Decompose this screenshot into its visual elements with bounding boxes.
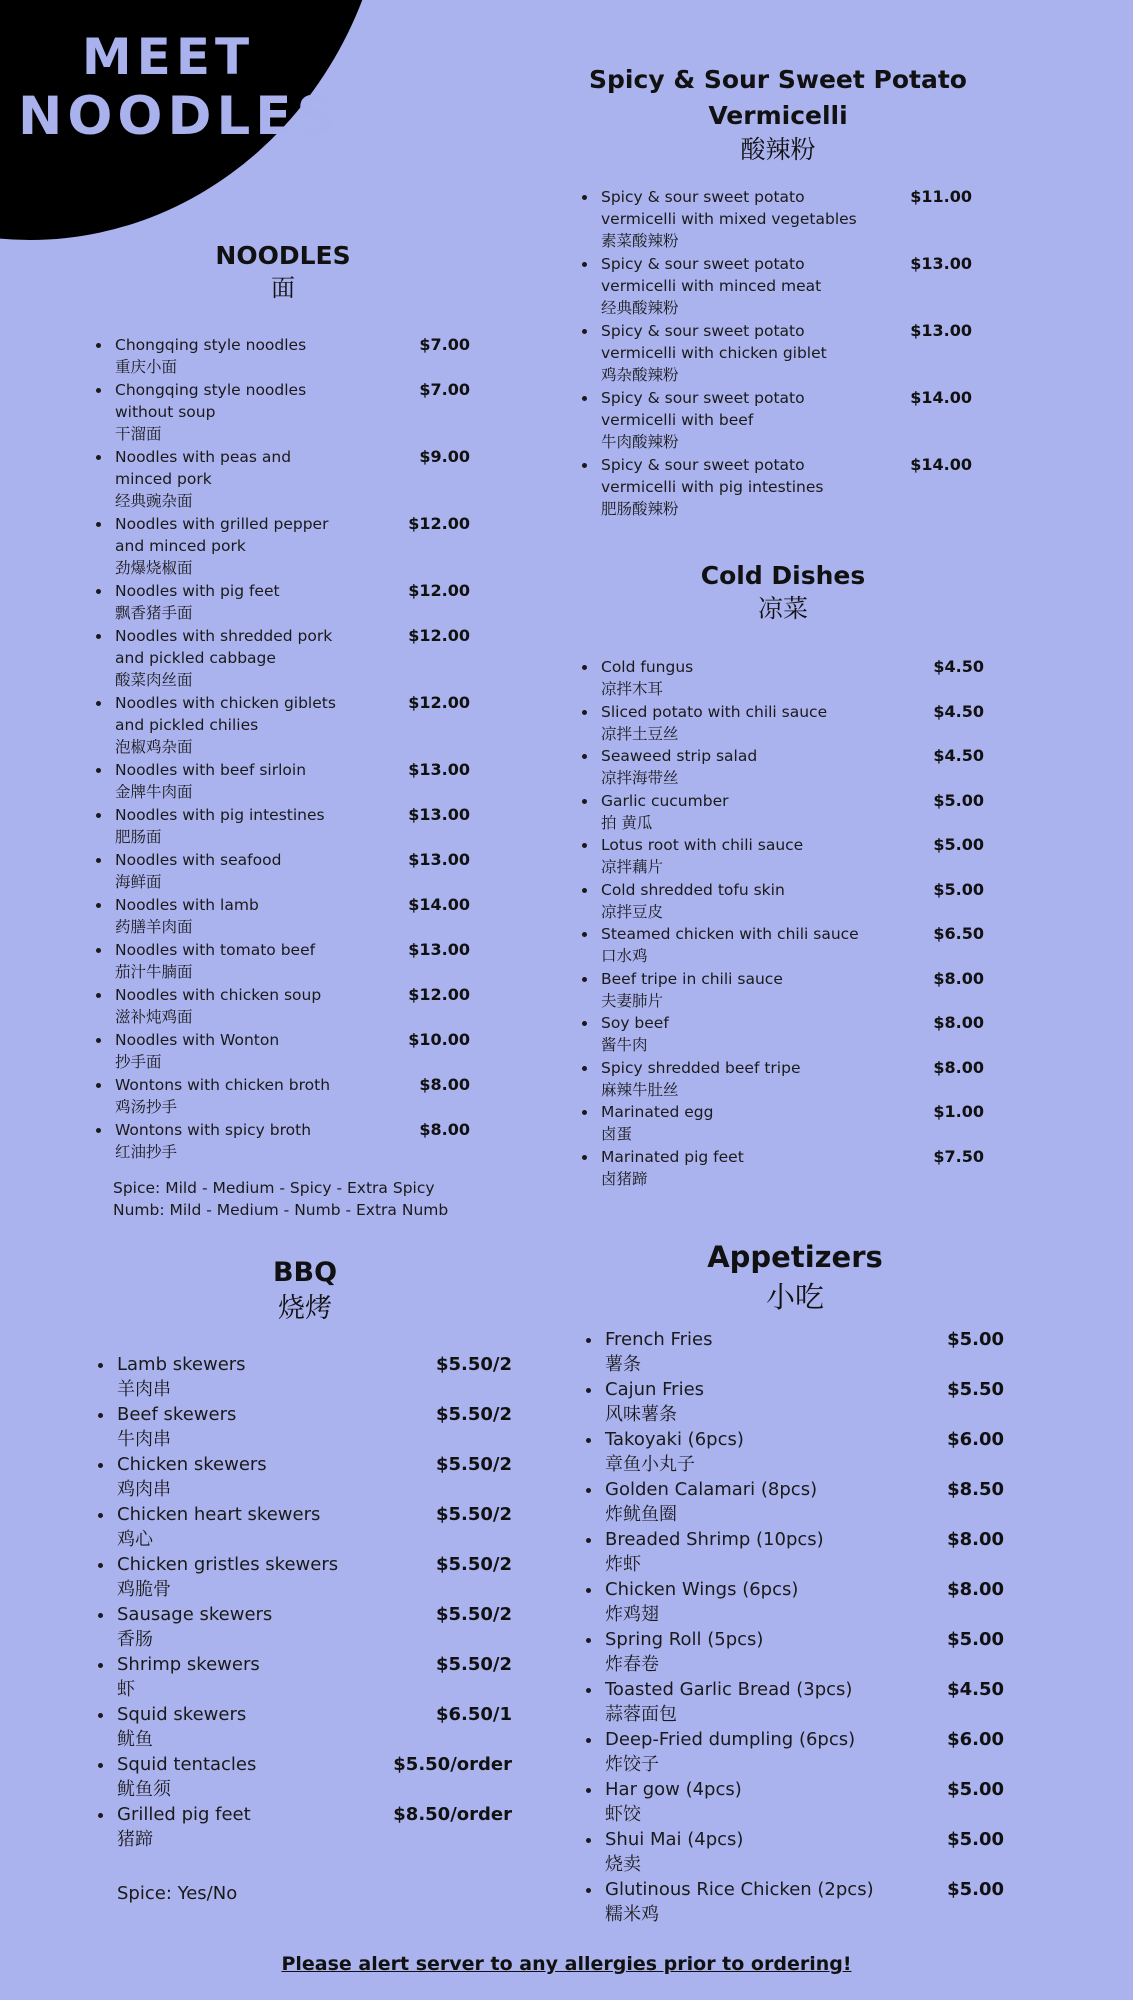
item-price: $14.00 bbox=[408, 895, 470, 915]
menu-item bbox=[586, 1777, 1004, 1827]
item-name: Takoyaki (6pcs) bbox=[605, 1429, 744, 1450]
item-name: Beef tripe in chili sauce bbox=[601, 969, 783, 988]
brand-title-line2: NOODLES bbox=[18, 86, 340, 147]
item-name: Spicy & sour sweet potato vermicelli with minced meat bbox=[601, 255, 822, 295]
item-price: $13.00 bbox=[408, 760, 470, 780]
item-price: $4.50 bbox=[933, 657, 984, 676]
item-price: $13.00 bbox=[408, 805, 470, 825]
item-price: $8.00 bbox=[419, 1120, 470, 1140]
menu-item bbox=[586, 1727, 1004, 1777]
menu-item bbox=[586, 1827, 1004, 1877]
item-price: $8.00 bbox=[947, 1579, 1004, 1600]
section-title: BBQ bbox=[272, 1257, 338, 1288]
item-name: Soy beef bbox=[601, 1014, 669, 1032]
menu-item bbox=[586, 1427, 1004, 1477]
item-chinese-name: 羊肉串 bbox=[117, 1379, 171, 1400]
item-chinese-name: 鱿鱼须 bbox=[117, 1779, 171, 1800]
section-title: NOODLES bbox=[215, 241, 351, 270]
item-chinese-name: 鸡肉串 bbox=[117, 1479, 171, 1500]
item-name: Noodles with lamb bbox=[115, 896, 259, 915]
item-price: $5.00 bbox=[947, 1329, 1004, 1350]
item-name: Cajun Fries bbox=[605, 1379, 705, 1400]
menu-item bbox=[96, 513, 470, 579]
item-price: $7.50 bbox=[933, 1146, 984, 1166]
item-name: Noodles with seafood bbox=[115, 851, 282, 870]
menu-item bbox=[586, 1377, 1004, 1427]
item-name: Breaded Shrimp (10pcs) bbox=[605, 1529, 824, 1550]
item-price: $6.00 bbox=[947, 1729, 1004, 1750]
item-name: Lotus root with chili sauce bbox=[601, 836, 804, 854]
item-chinese-name: 口水鸡 bbox=[601, 947, 648, 965]
item-name: Chongqing style noodles without soup bbox=[115, 381, 307, 422]
section-title: Cold Dishes bbox=[700, 561, 866, 590]
item-name: Spicy & sour sweet potato vermicelli with mixed vegetables bbox=[601, 188, 857, 228]
item-price: $4.50 bbox=[933, 701, 984, 721]
menu-item bbox=[586, 1627, 1004, 1677]
menu-item bbox=[582, 968, 984, 1012]
item-price: $5.00 bbox=[947, 1879, 1004, 1900]
menu-item bbox=[582, 745, 984, 789]
menu-list bbox=[96, 334, 470, 1163]
item-name: Cold fungus bbox=[601, 658, 694, 676]
menu-item bbox=[98, 1502, 512, 1552]
item-price: $12.00 bbox=[408, 581, 470, 601]
menu-item bbox=[96, 692, 470, 758]
section-title: Spicy & Sour Sweet Potato Vermicelli bbox=[589, 65, 967, 130]
menu-item bbox=[98, 1702, 512, 1752]
item-name: Noodles with beef sirloin bbox=[115, 761, 307, 780]
menu-item bbox=[582, 923, 984, 967]
item-name: Beef skewers bbox=[117, 1404, 237, 1425]
item-price: $14.00 bbox=[910, 455, 972, 474]
menu-item bbox=[96, 759, 470, 803]
item-name: Squid skewers bbox=[117, 1704, 247, 1725]
item-price: $10.00 bbox=[408, 1030, 470, 1050]
item-price: $5.00 bbox=[947, 1629, 1004, 1650]
item-name: Squid tentacles bbox=[117, 1754, 257, 1775]
item-price: $5.00 bbox=[947, 1779, 1004, 1800]
item-price: $8.00 bbox=[933, 1013, 984, 1032]
menu-item bbox=[582, 186, 974, 252]
menu-item bbox=[582, 454, 974, 520]
item-price: $5.00 bbox=[947, 1829, 1004, 1850]
item-name: Golden Calamari (8pcs) bbox=[605, 1479, 818, 1500]
item-chinese-name: 章鱼小丸子 bbox=[605, 1454, 695, 1475]
menu-item bbox=[96, 894, 470, 938]
menu-item bbox=[582, 320, 974, 386]
item-price: $8.00 bbox=[947, 1529, 1004, 1550]
item-chinese-name: 香肠 bbox=[117, 1629, 153, 1650]
item-chinese-name: 麻辣牛肚丝 bbox=[601, 1080, 679, 1099]
menu-item bbox=[582, 790, 984, 834]
menu-item bbox=[96, 1074, 470, 1118]
item-chinese-name: 炸春卷 bbox=[605, 1654, 659, 1675]
item-name: Seaweed strip salad bbox=[601, 747, 758, 765]
item-name: Grilled pig feet bbox=[117, 1804, 251, 1825]
item-price: $7.00 bbox=[419, 380, 470, 400]
item-price: $5.50 bbox=[947, 1379, 1004, 1400]
item-name: Noodles with shredded pork and pickled cabbage bbox=[115, 627, 333, 668]
item-price: $7.00 bbox=[419, 335, 470, 355]
item-name: Noodles with peas and minced pork bbox=[115, 448, 292, 489]
item-name: Noodles with chicken giblets and pickled chilies bbox=[115, 694, 336, 735]
item-price: $13.00 bbox=[408, 940, 470, 960]
menu-item bbox=[98, 1802, 512, 1852]
menu-item bbox=[582, 879, 984, 923]
item-price: $5.50/2 bbox=[435, 1554, 512, 1575]
menu-item bbox=[586, 1577, 1004, 1627]
item-chinese-name: 鱿鱼 bbox=[117, 1729, 153, 1750]
item-chinese-name: 药膳羊肉面 bbox=[115, 918, 193, 937]
menu-item bbox=[96, 334, 470, 378]
item-name: Chicken heart skewers bbox=[117, 1504, 321, 1525]
item-chinese-name: 滋补炖鸡面 bbox=[115, 1008, 193, 1027]
item-chinese-name: 肥肠面 bbox=[115, 828, 162, 847]
item-price: $8.50 bbox=[947, 1479, 1004, 1500]
item-price: $12.00 bbox=[408, 514, 470, 534]
section-subtitle: 面 bbox=[271, 274, 295, 303]
item-name: Noodles with Wonton bbox=[115, 1031, 280, 1050]
vermicelli-section bbox=[582, 62, 974, 521]
item-name: Sausage skewers bbox=[117, 1604, 273, 1625]
menu-list bbox=[582, 186, 974, 520]
item-price: $13.00 bbox=[910, 254, 972, 273]
item-chinese-name: 凉拌豆皮 bbox=[601, 902, 664, 921]
item-name: Shui Mai (4pcs) bbox=[605, 1829, 744, 1850]
menu-item bbox=[586, 1877, 1004, 1927]
item-chinese-name: 鸡杂酸辣粉 bbox=[601, 366, 679, 384]
item-price: $8.00 bbox=[933, 1057, 984, 1077]
item-price: $13.00 bbox=[408, 850, 470, 870]
menu-item bbox=[582, 387, 974, 453]
item-chinese-name: 酸菜肉丝面 bbox=[115, 671, 193, 690]
menu-item bbox=[96, 580, 470, 624]
item-chinese-name: 劲爆烧椒面 bbox=[115, 559, 193, 578]
item-price: $6.50 bbox=[933, 924, 984, 943]
item-chinese-name: 凉拌木耳 bbox=[601, 680, 664, 698]
menu-item bbox=[96, 446, 470, 512]
menu-item bbox=[582, 1057, 984, 1101]
item-price: $4.50 bbox=[933, 746, 984, 765]
item-chinese-name: 鸡心 bbox=[117, 1529, 153, 1550]
item-price: $5.00 bbox=[933, 835, 984, 854]
item-name: Lamb skewers bbox=[117, 1354, 246, 1375]
item-name: Spicy & sour sweet potato vermicelli with pig intestines bbox=[601, 456, 824, 496]
item-price: $5.00 bbox=[933, 790, 984, 810]
item-name: Deep-Fried dumpling (6pcs) bbox=[605, 1729, 856, 1750]
item-price: $8.00 bbox=[933, 968, 984, 988]
item-chinese-name: 烧卖 bbox=[605, 1854, 641, 1875]
menu-item bbox=[98, 1352, 512, 1402]
item-name: Chongqing style noodles bbox=[115, 336, 307, 355]
item-name: Wontons with spicy broth bbox=[115, 1121, 312, 1140]
item-price: $11.00 bbox=[910, 187, 972, 206]
numb-note: Numb: Mild - Medium - Numb - Extra Numb bbox=[113, 1201, 449, 1220]
menu-item bbox=[582, 1101, 984, 1145]
item-price: $14.00 bbox=[910, 388, 972, 407]
menu-item bbox=[96, 1119, 470, 1163]
item-name: Glutinous Rice Chicken (2pcs) bbox=[605, 1879, 874, 1900]
item-chinese-name: 炸虾 bbox=[605, 1554, 641, 1575]
item-name: Garlic cucumber bbox=[601, 791, 729, 810]
menu-item bbox=[96, 939, 470, 983]
item-chinese-name: 鸡汤抄手 bbox=[115, 1098, 178, 1117]
item-price: $12.00 bbox=[408, 626, 470, 646]
item-name: Toasted Garlic Bread (3pcs) bbox=[605, 1679, 853, 1700]
brand-title-line1: MEET bbox=[81, 28, 255, 86]
cold-dishes-section bbox=[582, 559, 984, 1190]
menu-item bbox=[96, 625, 470, 691]
item-price: $5.00 bbox=[933, 879, 984, 899]
item-chinese-name: 肥肠酸辣粉 bbox=[601, 500, 679, 518]
item-name: Har gow (4pcs) bbox=[605, 1779, 742, 1800]
item-price: $9.00 bbox=[419, 447, 470, 467]
section-subtitle: 小吃 bbox=[765, 1280, 824, 1314]
item-name: Chicken gristles skewers bbox=[117, 1554, 339, 1575]
item-chinese-name: 拍 黄瓜 bbox=[601, 813, 653, 832]
spice-notes bbox=[96, 1177, 470, 1221]
item-chinese-name: 泡椒鸡杂面 bbox=[115, 738, 193, 757]
menu-item bbox=[96, 849, 470, 893]
item-price: $4.50 bbox=[947, 1679, 1004, 1700]
menu-item bbox=[586, 1327, 1004, 1377]
item-chinese-name: 风味薯条 bbox=[605, 1404, 677, 1425]
item-price: $1.00 bbox=[933, 1102, 984, 1121]
item-price: $12.00 bbox=[408, 985, 470, 1005]
item-name: Sliced potato with chili sauce bbox=[601, 702, 828, 721]
item-name: French Fries bbox=[605, 1329, 713, 1350]
item-chinese-name: 抄手面 bbox=[115, 1053, 162, 1072]
item-price: $5.50/2 bbox=[435, 1404, 512, 1425]
menu-item bbox=[98, 1552, 512, 1602]
item-chinese-name: 经典豌杂面 bbox=[115, 492, 193, 511]
item-name: Noodles with chicken soup bbox=[115, 986, 322, 1005]
item-chinese-name: 红油抄手 bbox=[115, 1143, 178, 1162]
item-name: Noodles with pig feet bbox=[115, 582, 280, 601]
item-price: $8.00 bbox=[419, 1075, 470, 1095]
item-name: Spicy & sour sweet potato vermicelli with beef bbox=[601, 389, 805, 429]
item-price: $6.00 bbox=[947, 1429, 1004, 1450]
item-name: Noodles with grilled pepper and minced pork bbox=[115, 515, 329, 556]
menu-item bbox=[582, 656, 984, 700]
menu-item bbox=[96, 1029, 470, 1073]
item-name: Steamed chicken with chili sauce bbox=[601, 925, 859, 943]
item-chinese-name: 凉拌土豆丝 bbox=[601, 724, 679, 743]
section-subtitle: 酸辣粉 bbox=[740, 135, 816, 164]
item-chinese-name: 猪蹄 bbox=[117, 1829, 153, 1850]
item-name: Spicy shredded beef tripe bbox=[601, 1058, 801, 1077]
bbq-section bbox=[98, 1255, 512, 1906]
item-name: Spicy & sour sweet potato vermicelli with chicken giblet bbox=[601, 322, 827, 362]
item-name: Spring Roll (5pcs) bbox=[605, 1629, 764, 1650]
item-chinese-name: 凉拌藕片 bbox=[601, 858, 664, 876]
menu-item bbox=[582, 834, 984, 878]
item-price: $5.50/2 bbox=[435, 1504, 512, 1525]
item-price: $5.50/2 bbox=[435, 1654, 512, 1675]
spice-note: Spice: Mild - Medium - Spicy - Extra Spicy bbox=[113, 1179, 435, 1198]
menu-item bbox=[98, 1602, 512, 1652]
menu-item bbox=[582, 701, 984, 745]
item-price: $5.50/2 bbox=[435, 1604, 512, 1625]
menu-list bbox=[586, 1327, 1004, 1927]
item-chinese-name: 炸鱿鱼圈 bbox=[605, 1504, 677, 1525]
item-chinese-name: 炸饺子 bbox=[605, 1754, 659, 1775]
item-chinese-name: 卤猪蹄 bbox=[601, 1169, 648, 1188]
item-chinese-name: 薯条 bbox=[605, 1354, 641, 1375]
menu-item bbox=[586, 1527, 1004, 1577]
item-chinese-name: 虾 bbox=[117, 1679, 135, 1700]
item-name: Chicken Wings (6pcs) bbox=[605, 1579, 799, 1600]
menu-item bbox=[98, 1752, 512, 1802]
menu-item bbox=[582, 253, 974, 319]
menu-item bbox=[582, 1146, 984, 1190]
bbq-spice-note: Spice: Yes/No bbox=[117, 1883, 238, 1904]
item-name: Noodles with tomato beef bbox=[115, 941, 316, 960]
appetizers-section bbox=[586, 1237, 1004, 1927]
item-name: Chicken skewers bbox=[117, 1454, 267, 1475]
item-price: $5.50/2 bbox=[435, 1454, 512, 1475]
item-chinese-name: 炸鸡翅 bbox=[605, 1604, 659, 1625]
menu-item bbox=[582, 1012, 984, 1056]
item-chinese-name: 夫妻肺片 bbox=[601, 991, 664, 1010]
item-chinese-name: 飘香猪手面 bbox=[115, 604, 193, 623]
item-chinese-name: 凉拌海带丝 bbox=[601, 769, 679, 787]
item-price: $13.00 bbox=[910, 321, 972, 340]
item-chinese-name: 虾饺 bbox=[605, 1804, 641, 1825]
menu-item bbox=[586, 1677, 1004, 1727]
section-subtitle: 烧烤 bbox=[278, 1293, 332, 1324]
item-chinese-name: 经典酸辣粉 bbox=[601, 299, 679, 317]
menu-item bbox=[96, 984, 470, 1028]
item-price: $5.50/order bbox=[393, 1754, 512, 1775]
section-title: Appetizers bbox=[707, 1240, 883, 1274]
item-chinese-name: 牛肉酸辣粉 bbox=[601, 433, 679, 451]
item-chinese-name: 金牌牛肉面 bbox=[115, 783, 193, 802]
menu-list bbox=[582, 656, 984, 1190]
item-name: Cold shredded tofu skin bbox=[601, 880, 785, 899]
item-chinese-name: 素菜酸辣粉 bbox=[601, 232, 679, 250]
item-name: Marinated pig feet bbox=[601, 1147, 744, 1166]
menu-item bbox=[586, 1477, 1004, 1527]
menu-item bbox=[98, 1402, 512, 1452]
menu-item bbox=[96, 804, 470, 848]
item-name: Marinated egg bbox=[601, 1103, 714, 1121]
menu-item bbox=[98, 1652, 512, 1702]
item-chinese-name: 酱牛肉 bbox=[601, 1036, 648, 1054]
menu-item bbox=[98, 1452, 512, 1502]
menu-item bbox=[96, 379, 470, 445]
item-name: Noodles with pig intestines bbox=[115, 806, 325, 825]
item-name: Wontons with chicken broth bbox=[115, 1076, 331, 1095]
item-price: $8.50/order bbox=[393, 1804, 512, 1825]
item-price: $6.50/1 bbox=[435, 1704, 512, 1725]
menu-list bbox=[98, 1352, 512, 1852]
item-chinese-name: 海鲜面 bbox=[115, 873, 162, 892]
item-price: $5.50/2 bbox=[435, 1354, 512, 1375]
section-subtitle: 凉菜 bbox=[757, 594, 808, 623]
item-chinese-name: 蒜蓉面包 bbox=[605, 1704, 677, 1725]
item-chinese-name: 干溜面 bbox=[115, 425, 162, 444]
item-chinese-name: 卤蛋 bbox=[601, 1125, 633, 1143]
item-chinese-name: 糯米鸡 bbox=[605, 1904, 659, 1925]
noodles-section bbox=[96, 240, 470, 1221]
item-chinese-name: 鸡脆骨 bbox=[117, 1579, 171, 1600]
item-name: Shrimp skewers bbox=[117, 1654, 260, 1675]
item-price: $12.00 bbox=[408, 693, 470, 713]
allergy-notice: Please alert server to any allergies prior to ordering! bbox=[281, 1953, 852, 1975]
item-chinese-name: 牛肉串 bbox=[117, 1429, 171, 1450]
item-chinese-name: 茄汁牛腩面 bbox=[115, 963, 193, 982]
item-chinese-name: 重庆小面 bbox=[115, 358, 178, 377]
